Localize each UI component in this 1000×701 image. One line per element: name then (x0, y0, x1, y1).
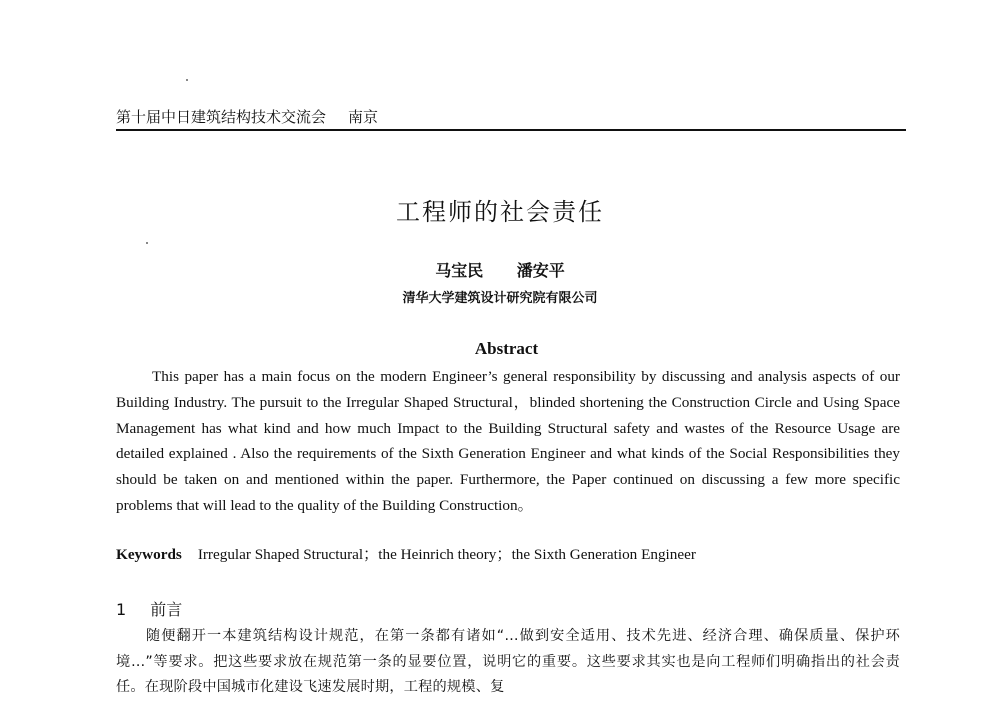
running-header (116, 103, 906, 131)
section-heading (116, 597, 182, 620)
author-name: 马宝民 (435, 261, 484, 280)
conference-city: 南京 (348, 108, 379, 126)
section-number: 1 (116, 600, 127, 619)
author-list (0, 258, 1000, 281)
keywords-label: Keywords (116, 546, 182, 563)
section-body-text: 随便翻开一本建筑结构设计规范，在第一条都有诸如“…做到安全适用、技术先进、经济合理、确保质量、保护环境…”等要求。把这些要求放在规范第一条的显要位置，说明它的重要。这些要求其实也是向工程师们明确指出的社会责任。在现阶段中国城市化建设飞速发展时期，工程的规模、复 (116, 628, 900, 695)
keywords-text: Irregular Shaped Structural；the Heinrich theory；the Sixth Generation Engineer (197, 546, 696, 563)
paper-title: 工程师的社会责任 (396, 198, 604, 226)
conference-name: 第十届中日建筑结构技术交流会 (116, 108, 327, 126)
section-title: 前言 (150, 600, 183, 619)
scan-speck (146, 242, 148, 244)
scan-speck (186, 79, 188, 81)
abstract-heading: Abstract (474, 339, 539, 358)
keywords (116, 543, 900, 567)
affiliation: 清华大学建筑设计研究院有限公司 (402, 291, 598, 306)
abstract-text: This paper has a main focus on the modern Engineer’s general responsibility by discussing and analysis aspects of our Building Industry. The pursuit to the Irregular Shaped Structural，blinded shortening the Construction Circle and Using Space Management has what kind and how much Impact to the Building Structural safety and wastes of the Resource Usage are detailed explained . Also the requirements of the Sixth Generation Engineer and what kinds of the Social Responsibilities they should be taken on and mentioned within the paper. Furthermore, the Paper continued on discussing a few more specific problems that will lead to the quality of the Building Construction。 (116, 368, 900, 514)
author-name: 潘安平 (516, 261, 565, 280)
